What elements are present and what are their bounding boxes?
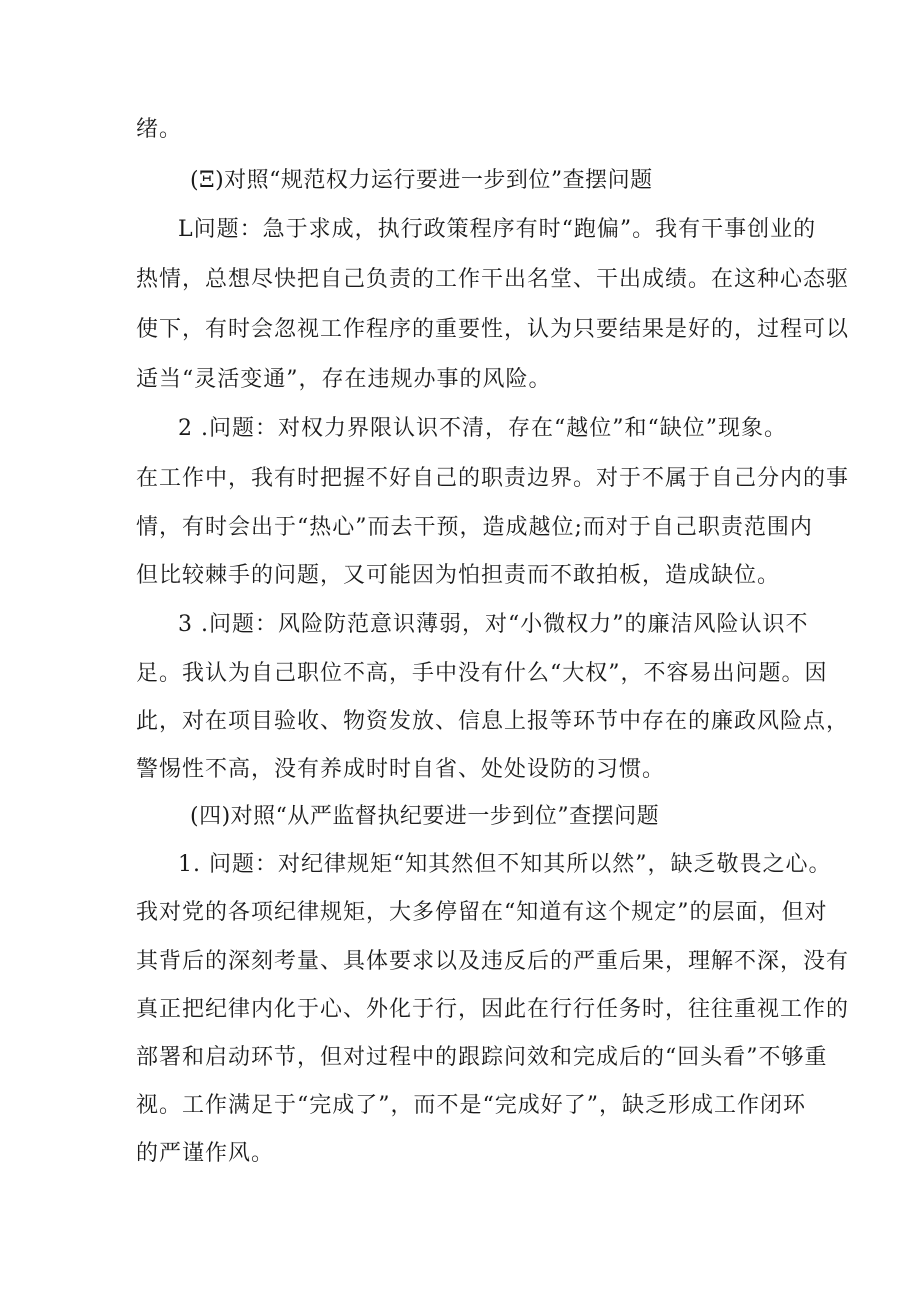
text-line: 警惕性不高，没有养成时时自省、处处设防的习惯。: [136, 757, 666, 782]
text-line: 1. 问题：对纪律规矩“知其然但不知其所以然”，缺乏敬畏之心。: [178, 852, 832, 877]
text-line: 使下，有时会忽视工作程序的重要性，认为只要结果是好的，过程可以: [136, 317, 850, 342]
text-line: 在工作中，我有时把握不好自己的职责边界。对于不属于自己分内的事: [136, 466, 850, 491]
text-line: 2 .问题：对权力界限认识不清，存在“越位”和“缺位”现象。: [178, 416, 787, 441]
text-line: 此，对在项目验收、物资发放、信息上报等环节中存在的廉政风险点，: [136, 709, 850, 734]
section-heading-3: (Ξ)对照“规范权力运行要进一步到位”查摆问题: [190, 168, 653, 193]
text-line: 部署和启动环节，但对过程中的跟踪问效和完成后的“回头看”不够重: [136, 1045, 828, 1070]
text-line: 真正把纪律内化于心、外化于行，因此在行行任务时，往往重视工作的: [136, 997, 850, 1022]
text-line: 其背后的深刻考量、具体要求以及违反后的严重后果，理解不深，没有: [136, 949, 850, 974]
text-line: 视。工作满足于“完成了”，而不是“完成好了”，缺乏形成工作闭环: [136, 1093, 806, 1118]
text-line: 绪。: [136, 117, 183, 142]
text-line: 情，有时会出于“热心”而去干预，造成越位;而对于自己职责范围内: [136, 515, 813, 540]
text-line: 足。我认为自己职位不高，手中没有什么“大权”，不容易出问题。因: [136, 661, 828, 686]
section-heading-4: (四)对照“从严监督执纪要进一步到位”查摆问题: [190, 804, 660, 829]
text-line: L问题：急于求成，执行政策程序有时“跑偏”。我有干事创业的: [178, 217, 817, 242]
text-line: 的严谨作风。: [136, 1141, 275, 1166]
text-line: 3 .问题：风险防范意识薄弱，对“小微权力”的廉洁风险认识不: [178, 612, 809, 637]
text-line: 适当“灵活变通”，存在违规办事的风险。: [136, 367, 552, 392]
text-line: 我对党的各项纪律规矩，大多停留在“知道有这个规定”的层面，但对: [136, 900, 828, 925]
text-line: 但比较棘手的问题，又可能因为怕担责而不敢拍板，造成缺位。: [136, 563, 781, 588]
text-line: 热情，总想尽快把自己负责的工作干出名堂、干出成绩。在这种心态驱: [136, 267, 850, 292]
